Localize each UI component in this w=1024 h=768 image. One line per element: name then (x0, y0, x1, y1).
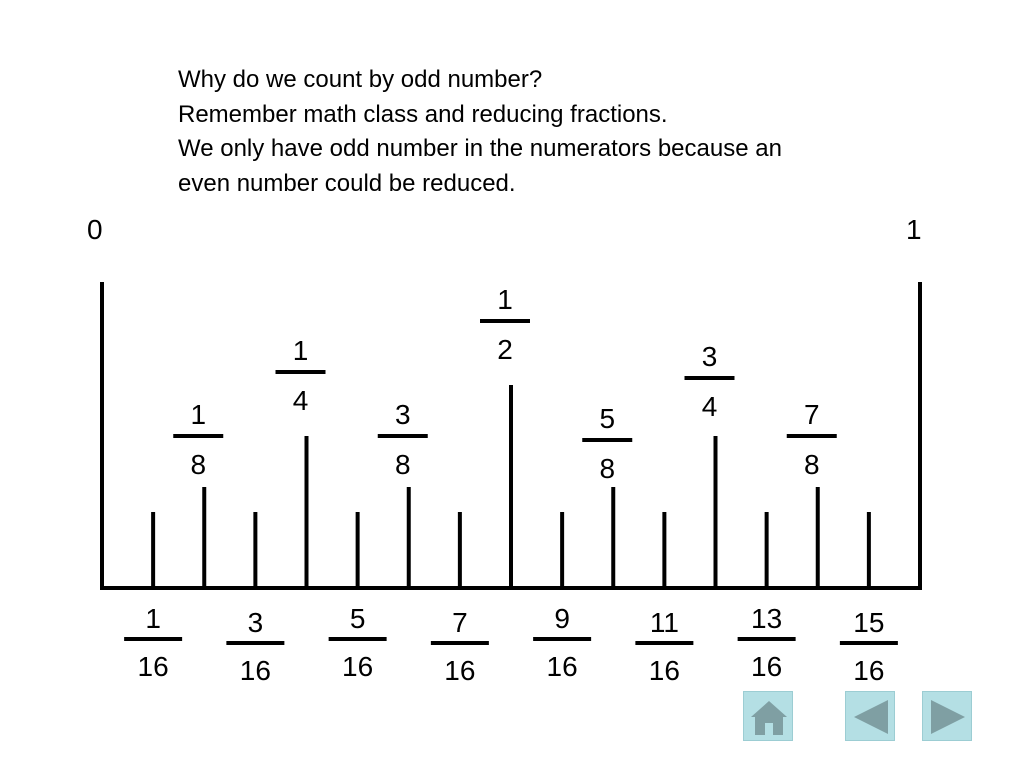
intro-line-2: Remember math class and reducing fractions. (178, 100, 668, 128)
fraction-below-numerator: 1 (145, 603, 161, 634)
fraction-below-denominator: 16 (648, 655, 680, 686)
fraction-below-denominator: 16 (137, 651, 169, 682)
fraction-below-denominator: 16 (342, 651, 374, 682)
ruler-start-label: 0 (87, 214, 103, 245)
fraction-above-numerator: 3 (701, 341, 718, 372)
intro-line-1: Why do we count by odd number? (178, 66, 543, 93)
fraction-above-denominator: 4 (701, 391, 718, 422)
fraction-below-denominator: 16 (853, 655, 885, 686)
ruler-end-label: 1 (906, 214, 922, 245)
fraction-above-numerator: 7 (803, 399, 820, 430)
fraction-below-numerator: 7 (452, 607, 468, 638)
fraction-above-denominator: 8 (803, 449, 820, 480)
fraction-below-denominator: 16 (546, 651, 578, 682)
fraction-above-numerator: 5 (599, 403, 616, 434)
triangle-right-icon (923, 692, 973, 742)
fraction-above-numerator: 1 (497, 284, 513, 315)
intro-line-3: We only have odd number in the numerators because an (178, 135, 782, 162)
fraction-below-numerator: 3 (247, 607, 264, 638)
fraction-below-numerator: 9 (554, 603, 570, 634)
intro-line-4: even number could be reduced. (178, 169, 516, 197)
fraction-above-denominator: 8 (599, 453, 616, 484)
fraction-above-denominator: 8 (394, 449, 411, 480)
fraction-below-denominator: 16 (444, 655, 476, 686)
fraction-above-denominator: 2 (497, 334, 513, 365)
home-icon (744, 692, 794, 742)
fraction-above-denominator: 4 (292, 385, 309, 416)
next-button[interactable] (922, 691, 972, 741)
fraction-above-numerator: 1 (190, 399, 207, 430)
fraction-above-numerator: 1 (292, 335, 309, 366)
triangle-left-icon (846, 692, 896, 742)
fraction-below-numerator: 15 (853, 607, 885, 638)
fraction-below-numerator: 13 (751, 603, 783, 634)
fraction-below-numerator: 5 (349, 603, 366, 634)
previous-button[interactable] (845, 691, 895, 741)
fraction-above-numerator: 3 (394, 399, 411, 430)
fraction-below-numerator: 11 (649, 607, 679, 638)
home-button[interactable] (743, 691, 793, 741)
fraction-above-denominator: 8 (190, 449, 207, 480)
fraction-below-denominator: 16 (239, 655, 271, 686)
fraction-below-denominator: 16 (751, 651, 783, 682)
